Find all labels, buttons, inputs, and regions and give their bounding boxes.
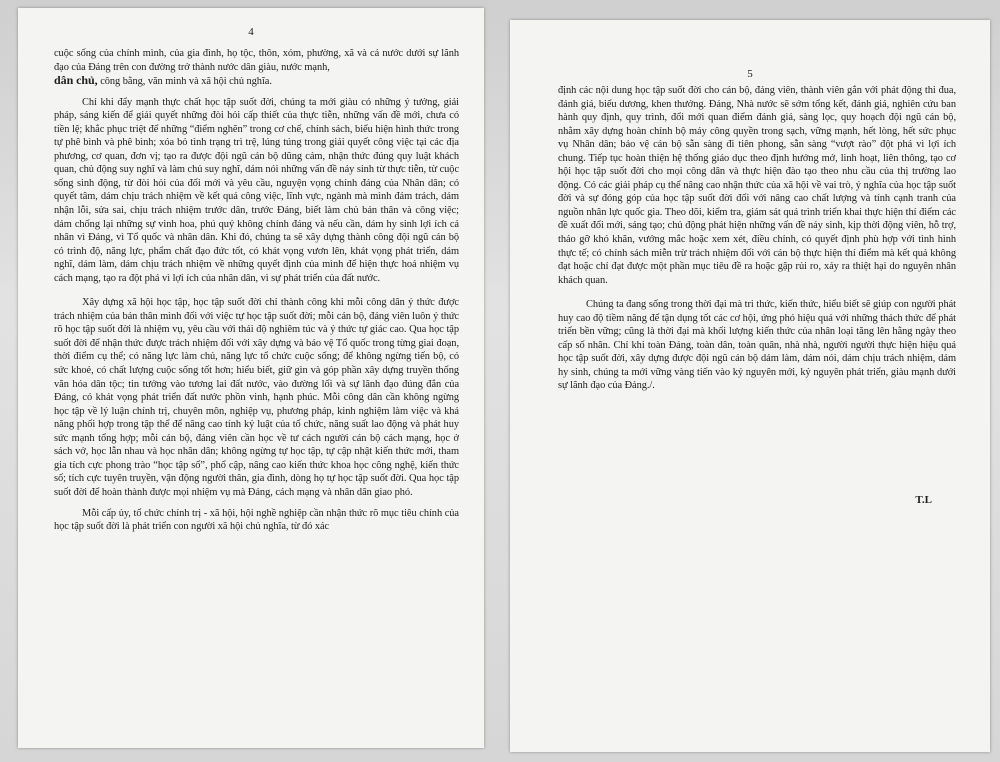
bold-phrase: dân chủ, (54, 73, 98, 88)
page-body (558, 84, 956, 393)
page-body (54, 47, 459, 534)
paragraph-text: cuộc sống của chính mình, của gia đình, họ tộc, thôn, xóm, phường, xã và cả nước dưới sự lãnh đạo của Đảng trên con đường trở thành nước dân giàu, nước mạnh, (54, 48, 459, 73)
paragraph-continuation: công bằng, văn minh và xã hội chủ nghĩa. (100, 76, 272, 88)
document-page-left (18, 8, 484, 748)
paragraph-1: định các nội dung học tập suốt đời cho cán bộ, đảng viên, thành viên gắn với phát động thi đua, đánh giá, biểu dương, khen thưởng. Đảng, Nhà nước sẽ sớm tổng kết, đánh giá, nghiên cứu ban hành quy định, quy trình, đổi mới quan điểm đánh giá, sàng lọc, quy hoạch đội ngũ cán bộ, nhằm xây dựng hoàn chỉnh bộ máy công quyền trong sạch, vững mạnh, hết lòng, hết sức phục vụ Nhân dân; bảo vệ cán bộ sẵn sàng đi tiên phong, sẵn sàng “vượt rào” đột phá vì lợi ích chung. Tiếp tục hoàn thiện hệ thống giáo dục theo định hướng mở, linh hoạt, liên thông, tạo cơ hội học tập suốt đời cho mọi công dân và thực hiện đào tạo theo nhu cầu của thị trường lao động. Có các giải pháp cụ thể nâng cao nhận thức của xã hội về vai trò, ý nghĩa của học tập suốt đời và sự đóng góp của học tập suốt đời đối với nâng cao chất lượng và tính cạnh tranh của nguồn nhân lực quốc gia. Theo dõi, kiểm tra, giám sát quá trình triển khai thực hiện thí điểm các đề xuất đổi mới, sáng tạo; chủ động phát hiện những vấn đề nảy sinh, kịp thời động viên, hỗ trợ, tháo gỡ khó khăn, vướng mắc hoặc xem xét, điều chỉnh, có quyết định phù hợp với tình hình thực tế; có chính sách miễn trừ trách nhiệm đối với cán bộ thực hiện thí điểm mà kết quả không đạt hoặc chỉ đạt được một phần mục tiêu đề ra hoặc gặp rủi ro, xảy ra thiệt hại do nguyên nhân khách quan. (558, 85, 956, 286)
document-page-right (510, 20, 990, 752)
paragraph-3: Xây dựng xã hội học tập, học tập suốt đời chỉ thành công khi mỗi công dân ý thức được trách nhiệm của bản thân mình đối với việc tự học tập suốt đời; mỗi cán bộ, đảng viên luôn ý thức rõ học tập suốt đời là nhiệm vụ, yêu cầu với thái độ nghiêm túc và ý thức tự giác cao. Qua học tập suốt đời để nhận thức được trách nhiệm đối với xây dựng và bảo vệ Tổ quốc trong từng giai đoạn, thời điểm cụ thể; có năng lực làm chủ, năng lực tổ chức cuộc sống; để không ngừng tiến bộ, có sức khoẻ, có chất lượng cuộc sống tốt hơn; hiểu biết, giữ gìn và góp phần xây dựng truyền thống văn hóa dân tộc; tin tưởng vào tương lai đất nước, vào đường lối và sự lãnh đạo đúng đắn của Đảng, có khát vọng phát triển đất nước phồn vinh, hạnh phúc. Mỗi công dân cần không ngừng học tập về lý luận chính trị, chuyên môn, nghiệp vụ, phương pháp, kinh nghiệm làm việc và khả năng phối hợp trong tập thể để nâng cao tính kỷ luật của tổ chức, năng suất lao động và phát huy sức mạnh tổng hợp; mỗi cán bộ, đảng viên cần học về tư cách người cán bộ cách mạng, học ở sách vở, học lẫn nhau và học nhân dân; không ngừng tự học tập, tự cập nhật kiến thức mới, tham gia tích cực phong trào “học tập số”, phổ cập, nâng cao kiến thức khoa học công nghệ, kiến thức số; tích cực tuyên truyền, vận động người thân, gia đình, dòng họ tự học tập suốt đời. Qua học tập suốt đời để hoàn thành được mọi nhiệm vụ mà Đảng, cách mạng và nhân dân giao phó. (54, 297, 459, 498)
paragraph-2: Chúng ta đang sống trong thời đại mà tri thức, kiến thức, hiểu biết sẽ giúp con người phát huy cao độ tiềm năng để tận dụng tốt các cơ hội, ứng phó hiệu quả với những thách thức để phát triển bền vững; cũng là thời đại mà khối lượng kiến thức của nhân loại tăng lên hằng ngày theo cấp số nhân. Chỉ khi toàn Đảng, toàn dân, toàn quân, nhà nhà, người người thực hiện hiệu quả học tập suốt đời, xây dựng được đội ngũ cán bộ dám làm, dám nói, dám chịu trách nhiệm, dám hy sinh, chúng ta mới vững vàng tiến vào kỷ nguyên mới, kỷ nguyên phát triển, giàu mạnh dưới sự lãnh đạo của Đảng./. (558, 299, 956, 392)
paragraph-4: Mỗi cấp ủy, tổ chức chính trị - xã hội, hội nghề nghiệp cần nhận thức rõ mục tiêu chính của học tập suốt đời là phát triển con người xã hội chủ nghĩa, từ đó xác (54, 507, 459, 533)
author-signature: T.L (915, 494, 932, 506)
page-number: 4 (248, 26, 254, 38)
paragraph-1 (54, 47, 459, 89)
page-number: 5 (747, 68, 753, 80)
paragraph-2: Chỉ khi đẩy mạnh thực chất học tập suốt đời, chúng ta mới giàu có những ý tưởng, giải pháp, sáng kiến để giải quyết những đòi hỏi cấp thiết của thực tiễn, những vấn đề mới, chưa có tiền lệ; khắc phục triệt để những “điểm nghẽn” trong cơ chế, chính sách, biểu hiện hình thức trong tự phê bình và phê bình; xóa bỏ tình trạng trì trệ, lúng túng trong giải quyết công việc tại các địa phương, cơ quan, đơn vị; tạo ra được đội ngũ cán bộ dũng cảm, nhận thức đúng quy luật khách quan, chủ động suy nghĩ và làm chủ suy nghĩ, dám nói những vấn đề nảy sinh từ thực tiễn, từ cuộc sống sinh động, từ đòi hỏi của đổi mới và yêu cầu, nguyện vọng chính đáng của Nhân dân; có quyết tâm, dám chịu trách nhiệm về kết quả công việc, lĩnh vực, ngành mà mình đảm trách, dám nhận lỗi, sửa sai, chịu trách nhiệm trước dân, trước Đảng, biết làm chủ bản thân và công việc; dám chống lại những sự vinh hoa, phú quý không chính đáng và nếu cần, dám hy sinh lợi ích cá nhân vì Đảng, vì Tổ quốc và nhân dân. Khi đó, chúng ta sẽ xây dựng thành công đội ngũ cán bộ có trình độ, năng lực, phẩm chất đạo đức tốt, có khát vọng vươn lên, khát vọng phát triển, dám nghĩ, dám làm, dám chịu trách nhiệm về những quyết định của mình để hiện thực hoá nhiệm vụ cách mạng, tạo ra đột phá vì lợi ích của nhân dân, vì sự phát triển của đất nước. (54, 96, 460, 284)
